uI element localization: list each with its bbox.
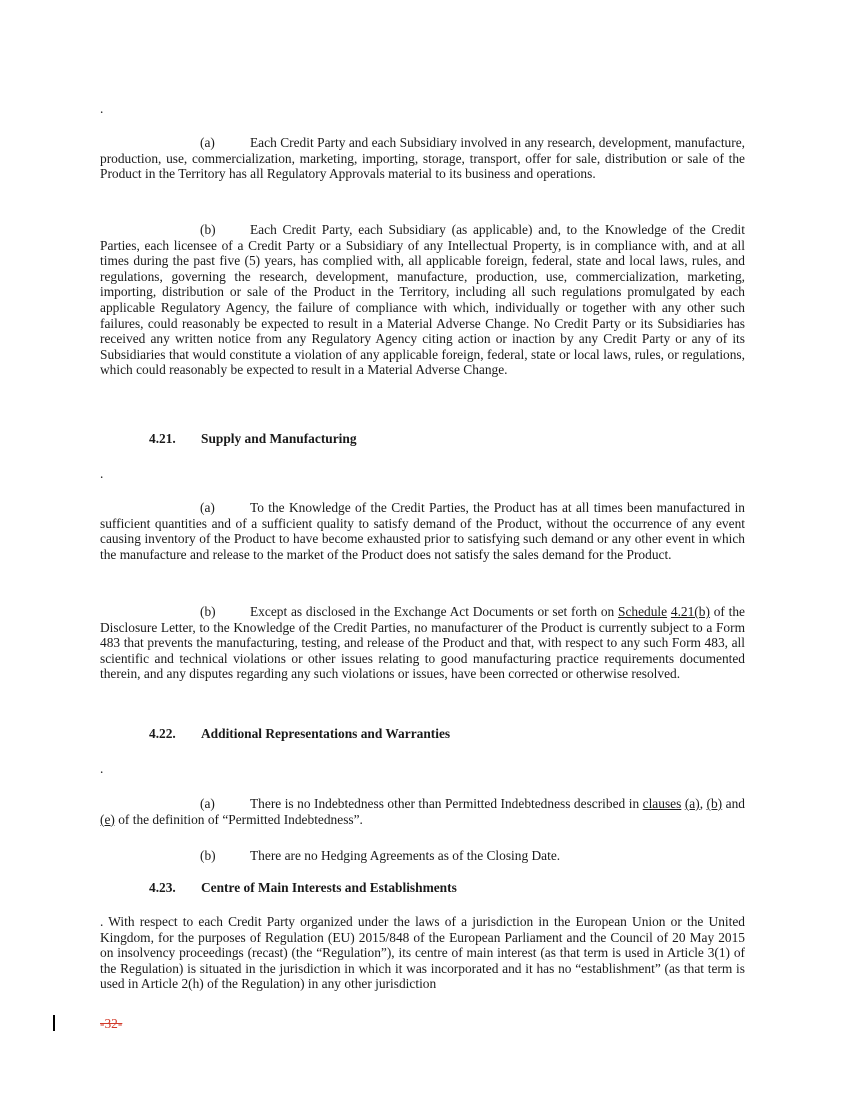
paragraph-text: There is no Indebtedness other than Permitted Indebtedness described in xyxy=(250,796,643,811)
paragraph-4-23 xyxy=(100,914,745,992)
section-number: 4.22. xyxy=(149,726,176,741)
section-number: 4.23. xyxy=(149,880,176,895)
clause-a-link[interactable]: (a) xyxy=(684,796,700,811)
clause-label: (b) xyxy=(200,604,216,619)
clause-e-link[interactable]: (e) xyxy=(100,811,115,827)
separator: , xyxy=(699,796,707,811)
paragraph-4-22-a xyxy=(100,796,745,827)
paragraph-4-22-b xyxy=(100,848,745,864)
section-heading-4-21 xyxy=(149,431,357,447)
stray-period: . xyxy=(100,101,104,116)
paragraph-text: of the definition of “Permitted Indebtedness”. xyxy=(114,811,363,827)
paragraph-text: Except as disclosed in the Exchange Act Documents or set forth on xyxy=(250,604,618,619)
clause-label: (a) xyxy=(200,500,215,515)
paragraph-text: . With respect to each Credit Party organized under the laws of a jurisdiction in the European Union or the United Kingdom, for the purposes of Regulation (EU) 2015/848 of the European Parliament and the Council of 20 May 2015 on insolvency proceedings (recast) (the “Regulation”), its centre of main interest (as that term is used in Article 3(1) of the Regulation) is situated in the jurisdiction in which it was incorporated and it has no “establishment” (as that term is used in Article 2(h) of the Regulation) in any other jurisdiction xyxy=(100,914,745,992)
section-title: Additional Representations and Warranties xyxy=(201,726,451,741)
stray-period: . xyxy=(100,761,104,776)
change-bar xyxy=(53,1015,55,1031)
paragraph-4-20-a xyxy=(100,135,745,182)
clause-label: (b) xyxy=(200,222,216,237)
clause-label: (b) xyxy=(200,848,216,863)
separator: and xyxy=(722,796,745,811)
clause-label: (a) xyxy=(200,796,215,811)
clauses-link[interactable]: clauses xyxy=(642,796,682,811)
paragraph-4-20-b xyxy=(100,222,745,378)
paragraph-text: There are no Hedging Agreements as of the Closing Date. xyxy=(250,848,561,863)
paragraph-text: To the Knowledge of the Credit Parties, the Product has at all times been manufactured in sufficient quantities and of a sufficient quality to satisfy demand of the Product, without the occurrence of any event causing inventory of the Product to have become exhausted prior to satisfying such demand or any other event in which the manufacture and release to the market of the Product does not satisfy the sales demand for the Product. xyxy=(100,500,745,562)
schedule-ref-link[interactable]: 4.21(b) xyxy=(670,604,710,619)
section-heading-4-22 xyxy=(149,726,450,742)
schedule-link[interactable]: Schedule xyxy=(618,604,668,619)
section-heading-4-23 xyxy=(149,880,457,896)
paragraph-text: Each Credit Party, each Subsidiary (as applicable) and, to the Knowledge of the Credit Parties, each licensee of a Credit Party or a Subsidiary of any Intellectual Property, is in compliance with, and at all times during the past five (5) years, has complied with, all applicable foreign, federal, state and local laws, rules, and regulations, governing the research, development, manufacture, production, use, commercialization, marketing, importing, distribution or sale of the Product in the Territory, including all such regulations promulgated by each applicable Regulatory Agency, the failure of compliance with which, individually or together with any other such failures, could reasonably be expected to result in a Material Adverse Change. No Credit Party or its Subsidiaries has received any written notice from any Regulatory Agency citing action or inaction by any Credit Party or any of its Subsidiaries that would constitute a violation of any applicable foreign, federal, state or local laws, rules, or regulations, which could reasonably be expected to result in a Material Adverse Change. xyxy=(100,222,745,378)
clause-b-link[interactable]: (b) xyxy=(706,796,723,811)
stray-period: . xyxy=(100,466,104,481)
page-number: -32- xyxy=(100,1016,123,1031)
paragraph-4-21-a xyxy=(100,500,745,562)
section-number: 4.21. xyxy=(149,431,176,446)
paragraph-text: of the Disclosure Letter, to the Knowledge of the Credit Parties, no manufacturer of the Product is currently subject to a Form 483 that prevents the manufacturing, testing, and release of the Product and that, with respect to any such Form 483, all scientific and technical violations or other issues relating to good manufacturing practice requirements documented therein, and any disputes regarding any such violations or issues, have been corrected or otherwise resolved. xyxy=(100,604,745,682)
section-title: Centre of Main Interests and Establishments xyxy=(201,880,457,895)
paragraph-4-21-b xyxy=(100,604,745,682)
paragraph-text: Each Credit Party and each Subsidiary involved in any research, development, manufacture, production, use, commercialization, marketing, importing, storage, transport, offer for sale, distribution or sale of the Product in the Territory has all Regulatory Approvals material to its business and operations. xyxy=(100,135,745,182)
section-title: Supply and Manufacturing xyxy=(201,431,357,446)
clause-label: (a) xyxy=(200,135,215,150)
